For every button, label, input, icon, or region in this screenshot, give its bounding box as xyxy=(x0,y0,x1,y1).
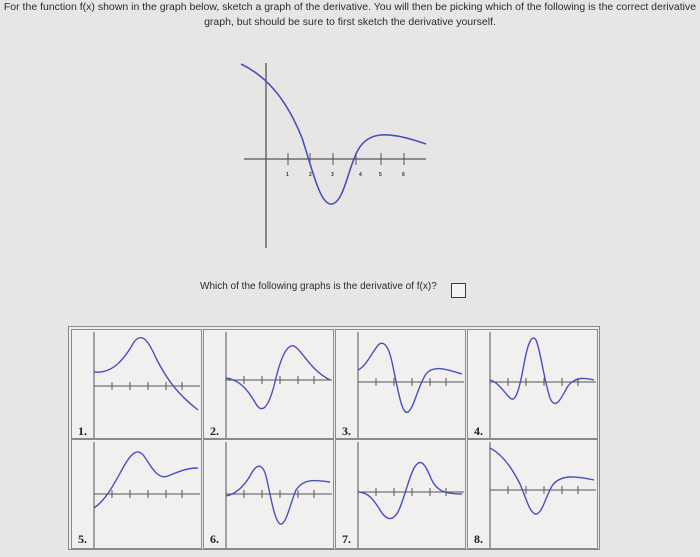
tick-label-5: 5 xyxy=(379,172,382,178)
choice-5-graph xyxy=(72,440,203,550)
answer-input-box[interactable] xyxy=(451,283,466,298)
choice-3-label: 3. xyxy=(342,424,351,438)
choice-7[interactable] xyxy=(335,439,466,549)
function-graph xyxy=(236,58,432,254)
choice-1[interactable] xyxy=(71,329,202,439)
choice-3[interactable] xyxy=(335,329,466,439)
question-prompt xyxy=(0,0,700,30)
choice-4-label: 4. xyxy=(474,424,483,438)
choice-2-graph xyxy=(204,330,335,440)
choice-6[interactable] xyxy=(203,439,334,549)
tick-label-1: 1 xyxy=(286,172,289,178)
choice-2[interactable] xyxy=(203,329,334,439)
choice-5[interactable] xyxy=(71,439,202,549)
choice-6-graph xyxy=(204,440,335,550)
tick-label-2: 2 xyxy=(309,172,312,178)
choice-3-graph xyxy=(336,330,467,440)
choice-5-label: 5. xyxy=(78,532,87,546)
choice-1-graph xyxy=(72,330,203,440)
choice-8-label: 8. xyxy=(474,532,483,546)
tick-label-6: 6 xyxy=(402,172,405,178)
choice-8[interactable] xyxy=(467,439,598,549)
choice-1-label: 1. xyxy=(78,424,87,438)
prompt-line-2: graph, but should be sure to first sketch the derivative yourself. xyxy=(204,16,496,28)
choice-6-label: 6. xyxy=(210,532,219,546)
tick-label-3: 3 xyxy=(331,172,334,178)
tick-label-4: 4 xyxy=(359,172,362,178)
choices-grid xyxy=(68,326,600,550)
choice-7-label: 7. xyxy=(342,532,351,546)
choice-2-label: 2. xyxy=(210,424,219,438)
choice-4-graph xyxy=(468,330,599,440)
choice-4[interactable] xyxy=(467,329,598,439)
question-text: Which of the following graphs is the derivative of f(x)? xyxy=(200,281,437,292)
choice-7-graph xyxy=(336,440,467,550)
prompt-line-1: For the function f(x) shown in the graph below, sketch a graph of the derivative. You will then be picking which of the following is the correct derivative xyxy=(3,1,697,13)
function-curve xyxy=(241,64,426,204)
choice-8-graph xyxy=(468,440,599,550)
